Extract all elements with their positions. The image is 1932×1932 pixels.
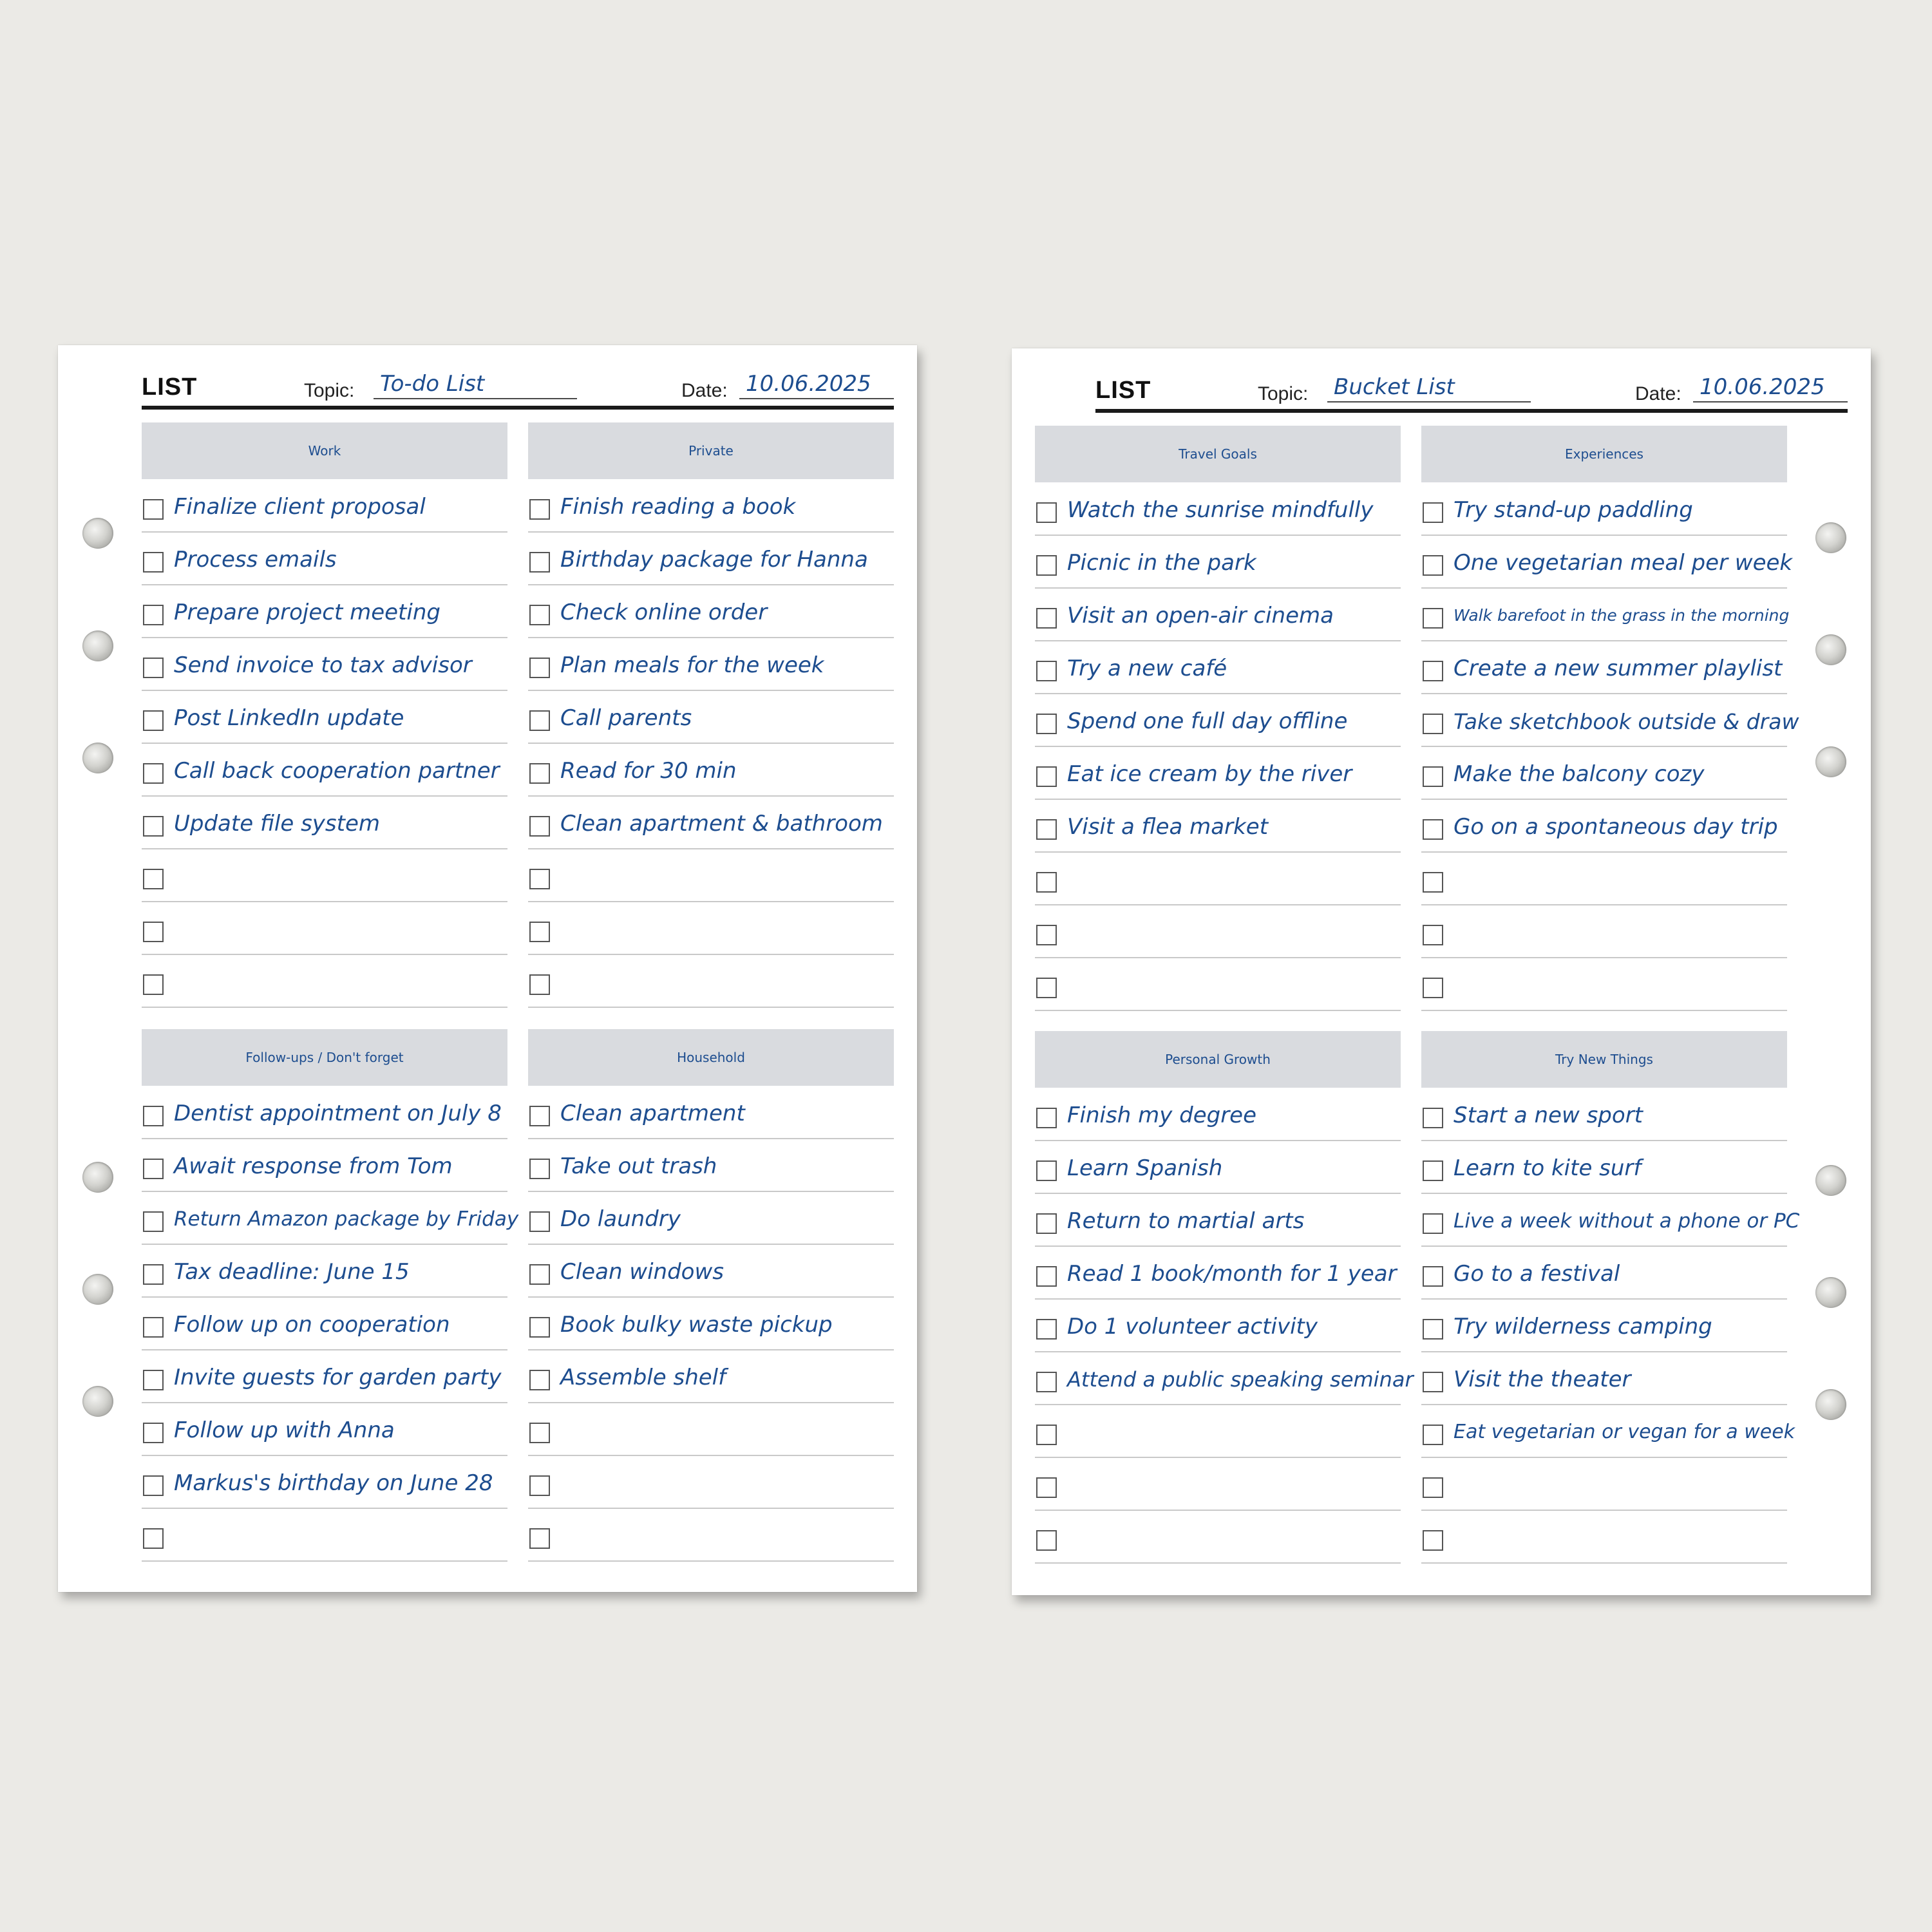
item-text[interactable]: Learn to kite surf — [1454, 1155, 1642, 1181]
checklist — [528, 480, 894, 1008]
checkbox[interactable] — [1036, 978, 1057, 998]
section-personal-growth — [1035, 1031, 1414, 1564]
item-text[interactable]: Await response from Tom — [174, 1153, 453, 1179]
checkbox[interactable] — [1036, 766, 1057, 787]
section-header: Household — [528, 1029, 894, 1086]
item-text[interactable]: Follow up with Anna — [174, 1417, 395, 1443]
checklist-item — [142, 1403, 507, 1456]
item-text[interactable]: Picnic in the park — [1067, 550, 1256, 576]
checklist-item — [142, 1509, 507, 1562]
checklist-item — [1421, 853, 1787, 905]
item-text[interactable]: Go to a festival — [1454, 1261, 1620, 1287]
checklist-item — [528, 1139, 894, 1192]
item-text[interactable]: Try wilderness camping — [1454, 1314, 1712, 1340]
section-header: Follow-ups / Don't forget — [142, 1029, 507, 1086]
checklist-item — [142, 1456, 507, 1509]
checklist-item — [1035, 1141, 1401, 1194]
checkbox[interactable] — [1423, 608, 1443, 629]
checkbox[interactable] — [143, 1159, 164, 1179]
checkbox[interactable] — [1423, 872, 1443, 893]
checklist-item — [1035, 1458, 1401, 1511]
checkbox[interactable] — [529, 1264, 550, 1285]
item-text[interactable]: Assemble shelf — [560, 1365, 726, 1390]
checkbox[interactable] — [1423, 555, 1443, 576]
checklist-item — [528, 744, 894, 797]
item-text[interactable]: Finish my degree — [1067, 1103, 1257, 1128]
item-text[interactable]: Walk barefoot in the grass in the morning — [1454, 605, 1790, 625]
checkbox[interactable] — [143, 763, 164, 784]
date-field[interactable]: 10.06.2025 — [739, 371, 894, 399]
item-text[interactable]: Watch the sunrise mindfully — [1067, 497, 1374, 523]
checklist-item — [528, 533, 894, 585]
checkbox[interactable] — [529, 1159, 550, 1179]
checklist-item — [1421, 905, 1787, 958]
checklist-item — [142, 955, 507, 1008]
checkbox[interactable] — [1423, 978, 1443, 998]
item-text[interactable]: Learn Spanish — [1067, 1155, 1223, 1181]
checklist-item — [1035, 800, 1401, 853]
punch-hole — [82, 1386, 113, 1417]
section-work — [142, 422, 507, 1008]
checklist-item — [142, 1086, 507, 1139]
checkbox[interactable] — [1423, 714, 1443, 734]
item-text[interactable]: Take out trash — [560, 1153, 717, 1179]
checkbox[interactable] — [529, 1106, 550, 1126]
item-text[interactable]: Take sketchbook outside & draw — [1454, 708, 1799, 734]
checkbox[interactable] — [529, 605, 550, 625]
checkbox[interactable] — [1036, 819, 1057, 840]
item-text[interactable]: Call parents — [560, 705, 692, 731]
checkbox[interactable] — [1036, 608, 1057, 629]
checkbox[interactable] — [1036, 555, 1057, 576]
checklist — [1035, 483, 1401, 1011]
punch-hole — [82, 743, 113, 773]
planner-page-todo — [58, 345, 917, 1592]
checkbox[interactable] — [1423, 1425, 1443, 1445]
checkbox[interactable] — [143, 1370, 164, 1390]
item-text[interactable]: Dentist appointment on July 8 — [174, 1101, 502, 1126]
checklist-item — [528, 585, 894, 638]
checklist — [142, 1086, 519, 1562]
item-text[interactable]: Do laundry — [560, 1206, 681, 1232]
item-text[interactable]: Finalize client proposal — [174, 494, 426, 520]
section-header: Travel Goals — [1035, 426, 1401, 482]
item-text[interactable]: Start a new sport — [1454, 1103, 1643, 1128]
section-travel-goals — [1035, 426, 1401, 1011]
item-text[interactable]: Try a new café — [1067, 656, 1227, 681]
checklist-item — [528, 480, 894, 533]
checkbox[interactable] — [143, 1211, 164, 1232]
checklist-item — [1421, 694, 1799, 747]
list-label: LIST — [1095, 377, 1151, 404]
checklist-item — [1035, 958, 1401, 1011]
checkbox[interactable] — [529, 1317, 550, 1338]
checklist — [528, 1086, 894, 1562]
checklist-item — [1035, 1194, 1401, 1247]
checklist-item — [528, 1350, 894, 1403]
checklist-item — [528, 1456, 894, 1509]
checkbox[interactable] — [143, 1264, 164, 1285]
item-text[interactable]: Tax deadline: June 15 — [174, 1259, 410, 1285]
checkbox[interactable] — [1036, 1160, 1057, 1181]
checklist-item — [1421, 641, 1787, 694]
punch-hole — [1815, 1389, 1846, 1420]
checkbox[interactable] — [1036, 1425, 1057, 1445]
checkbox[interactable] — [529, 816, 550, 837]
checklist-item — [142, 849, 507, 902]
checkbox[interactable] — [1423, 1530, 1443, 1551]
checkbox[interactable] — [529, 1211, 550, 1232]
checkbox[interactable] — [529, 922, 550, 942]
item-text[interactable]: Visit a flea market — [1067, 814, 1269, 840]
checklist-item — [1421, 1405, 1795, 1458]
item-text[interactable]: Book bulky waste pickup — [560, 1312, 833, 1338]
item-text[interactable]: Clean windows — [560, 1259, 724, 1285]
checkbox[interactable] — [529, 869, 550, 889]
item-text[interactable]: Read for 30 min — [560, 758, 737, 784]
item-text[interactable]: Go on a spontaneous day trip — [1454, 814, 1778, 840]
checkbox[interactable] — [1036, 872, 1057, 893]
checklist-item — [142, 638, 507, 691]
item-text[interactable]: Return to martial arts — [1067, 1208, 1305, 1234]
checkbox[interactable] — [529, 499, 550, 520]
checklist-item — [1421, 800, 1787, 853]
punch-hole — [1815, 746, 1846, 777]
checklist-item — [1035, 1352, 1414, 1405]
checklist-item — [142, 1192, 519, 1245]
punch-hole — [1815, 522, 1846, 553]
checkbox[interactable] — [1423, 1372, 1443, 1392]
section-try-new-things — [1421, 1031, 1800, 1564]
checklist — [1035, 1088, 1414, 1564]
checkbox[interactable] — [143, 1423, 164, 1443]
checklist-item — [1035, 483, 1401, 536]
checklist-item — [1035, 905, 1401, 958]
punch-hole — [1815, 1277, 1846, 1308]
item-text[interactable]: Live a week without a phone or PC — [1454, 1209, 1800, 1233]
checkbox[interactable] — [143, 710, 164, 731]
item-text[interactable]: Check online order — [560, 600, 768, 625]
checklist-item — [1421, 1352, 1787, 1405]
item-text[interactable]: Process emails — [174, 547, 337, 573]
item-text[interactable]: Eat vegetarian or vegan for a week — [1454, 1421, 1795, 1443]
list-label: LIST — [142, 374, 198, 401]
checklist-item — [1421, 958, 1787, 1011]
item-text[interactable]: Spend one full day offline — [1067, 708, 1348, 734]
checklist-item — [528, 1298, 894, 1350]
checklist-item — [528, 797, 894, 849]
checkbox[interactable] — [143, 1475, 164, 1496]
punch-hole — [82, 518, 113, 549]
topic-label: Topic: — [304, 380, 355, 401]
item-text[interactable]: Update file system — [174, 811, 380, 837]
checkbox[interactable] — [529, 710, 550, 731]
checkbox[interactable] — [1036, 1266, 1057, 1287]
checklist-item — [142, 1139, 507, 1192]
checkbox[interactable] — [529, 1475, 550, 1496]
checkbox[interactable] — [1036, 1319, 1057, 1340]
item-text[interactable]: Make the balcony cozy — [1454, 761, 1705, 787]
checklist-item — [142, 480, 507, 533]
checklist-item — [1035, 641, 1401, 694]
checklist — [1421, 1088, 1800, 1564]
checklist-item — [528, 849, 894, 902]
checklist-item — [1035, 1088, 1401, 1141]
checkbox[interactable] — [143, 605, 164, 625]
punch-hole — [1815, 1165, 1846, 1196]
checklist-item — [1035, 694, 1401, 747]
checkbox[interactable] — [143, 1528, 164, 1549]
checkbox[interactable] — [1423, 1160, 1443, 1181]
checkbox[interactable] — [143, 1106, 164, 1126]
item-text[interactable]: Clean apartment — [560, 1101, 745, 1126]
section-private — [528, 422, 894, 1008]
checkbox[interactable] — [1423, 819, 1443, 840]
checkbox[interactable] — [1423, 1266, 1443, 1287]
checklist-item — [1035, 1405, 1401, 1458]
checklist-item — [142, 691, 507, 744]
item-text[interactable]: Create a new summer playlist — [1454, 656, 1783, 681]
section-header: Try New Things — [1421, 1031, 1787, 1088]
item-text[interactable]: Read 1 book/month for 1 year — [1067, 1261, 1397, 1287]
checkbox[interactable] — [1036, 1530, 1057, 1551]
checkbox[interactable] — [1036, 714, 1057, 734]
checkbox[interactable] — [529, 1528, 550, 1549]
date-label: Date: — [681, 380, 728, 401]
checklist-item — [142, 1245, 507, 1298]
checklist-item — [142, 1298, 507, 1350]
checklist-item — [528, 1192, 894, 1245]
checklist-item — [1421, 536, 1793, 589]
item-text[interactable]: Visit an open-air cinema — [1067, 603, 1334, 629]
item-text[interactable]: Eat ice cream by the river — [1067, 761, 1352, 787]
topic-label: Topic: — [1258, 383, 1309, 404]
item-text[interactable]: Invite guests for garden party — [174, 1365, 502, 1390]
item-text[interactable]: Attend a public speaking seminar — [1067, 1367, 1414, 1392]
checkbox[interactable] — [143, 658, 164, 678]
checkbox[interactable] — [143, 816, 164, 837]
checklist-item — [1421, 1194, 1800, 1247]
checklist-item — [528, 691, 894, 744]
topic-field[interactable]: Bucket List — [1327, 374, 1531, 402]
item-text[interactable]: Markus's birthday on June 28 — [174, 1470, 493, 1496]
checklist-item — [142, 744, 507, 797]
item-text[interactable]: Plan meals for the week — [560, 652, 824, 678]
checklist-item — [1035, 853, 1401, 905]
checklist-item — [142, 533, 507, 585]
checklist — [142, 480, 507, 1008]
checkbox[interactable] — [1036, 1372, 1057, 1392]
topic-field[interactable]: To-do List — [374, 371, 577, 399]
checklist-item — [1421, 483, 1787, 536]
checklist-item — [142, 902, 507, 955]
section-header: Personal Growth — [1035, 1031, 1401, 1088]
section-experiences — [1421, 426, 1799, 1011]
checkbox[interactable] — [143, 974, 164, 995]
item-text[interactable]: Prepare project meeting — [174, 600, 440, 625]
checkbox[interactable] — [1036, 1108, 1057, 1128]
checklist-item — [1421, 1511, 1787, 1564]
checkbox[interactable] — [1036, 1213, 1057, 1234]
checkbox[interactable] — [1423, 1108, 1443, 1128]
punch-hole — [82, 1162, 113, 1193]
item-text[interactable]: One vegetarian meal per week — [1454, 550, 1793, 576]
item-text[interactable]: Call back cooperation partner — [174, 758, 500, 784]
checkbox[interactable] — [143, 552, 164, 573]
punch-hole — [82, 630, 113, 661]
checkbox[interactable] — [1423, 502, 1443, 523]
checkbox[interactable] — [143, 922, 164, 942]
checklist-item — [1035, 747, 1401, 800]
item-text[interactable]: Visit the theater — [1454, 1367, 1631, 1392]
item-text[interactable]: Birthday package for Hanna — [560, 547, 868, 573]
checkbox[interactable] — [1036, 1477, 1057, 1498]
checkbox[interactable] — [529, 974, 550, 995]
date-label: Date: — [1635, 383, 1681, 404]
checkbox[interactable] — [1423, 766, 1443, 787]
checklist-item — [1035, 536, 1401, 589]
checkbox[interactable] — [529, 658, 550, 678]
checklist-item — [1035, 1247, 1401, 1300]
section-header: Work — [142, 422, 507, 479]
checklist-item — [1421, 1088, 1787, 1141]
checkbox[interactable] — [529, 552, 550, 573]
checklist — [1421, 483, 1799, 1011]
checklist-item — [142, 1350, 507, 1403]
checklist-item — [1421, 1300, 1787, 1352]
checklist-item — [528, 1509, 894, 1562]
page-header — [142, 370, 894, 410]
checkbox[interactable] — [529, 1370, 550, 1390]
item-text[interactable]: Finish reading a book — [560, 494, 796, 520]
checklist-item — [1035, 589, 1401, 641]
checklist-item — [528, 955, 894, 1008]
item-text[interactable]: Return Amazon package by Friday — [174, 1207, 519, 1231]
checklist-item — [1035, 1300, 1401, 1352]
checkbox[interactable] — [1423, 1319, 1443, 1340]
checkbox[interactable] — [529, 763, 550, 784]
checklist-item — [528, 1403, 894, 1456]
checklist-item — [1421, 1247, 1787, 1300]
checklist-item — [528, 638, 894, 691]
checkbox[interactable] — [143, 869, 164, 889]
item-text[interactable]: Clean apartment & bathroom — [560, 811, 883, 837]
checkbox[interactable] — [1036, 661, 1057, 681]
punch-hole — [1815, 634, 1846, 665]
checklist-item — [1421, 747, 1787, 800]
checklist-item — [142, 585, 507, 638]
planner-page-bucket — [1012, 348, 1871, 1595]
item-text[interactable]: Do 1 volunteer activity — [1067, 1314, 1318, 1340]
checklist-item — [1421, 589, 1790, 641]
checkbox[interactable] — [1036, 502, 1057, 523]
checkbox[interactable] — [1423, 1477, 1443, 1498]
item-text[interactable]: Post LinkedIn update — [174, 705, 404, 731]
section-header: Private — [528, 422, 894, 479]
item-text[interactable]: Try stand-up paddling — [1454, 497, 1693, 523]
item-text[interactable]: Follow up on cooperation — [174, 1312, 450, 1338]
date-field[interactable]: 10.06.2025 — [1693, 374, 1848, 402]
checklist-item — [1421, 1458, 1787, 1511]
page-header — [1095, 373, 1848, 413]
checklist-item — [1035, 1511, 1401, 1564]
checklist-item — [1421, 1141, 1787, 1194]
checkbox[interactable] — [529, 1423, 550, 1443]
checklist-item — [528, 1086, 894, 1139]
checkbox[interactable] — [1423, 661, 1443, 681]
checklist-item — [142, 797, 507, 849]
checklist-item — [528, 902, 894, 955]
section-household — [528, 1029, 894, 1562]
checkbox[interactable] — [1423, 925, 1443, 945]
checkbox[interactable] — [143, 499, 164, 520]
checkbox[interactable] — [1423, 1213, 1443, 1234]
checkbox[interactable] — [143, 1317, 164, 1338]
item-text[interactable]: Send invoice to tax advisor — [174, 652, 472, 678]
section-follow-ups — [142, 1029, 519, 1562]
punch-hole — [82, 1274, 113, 1305]
checklist-item — [528, 1245, 894, 1298]
checkbox[interactable] — [1036, 925, 1057, 945]
section-header: Experiences — [1421, 426, 1787, 482]
